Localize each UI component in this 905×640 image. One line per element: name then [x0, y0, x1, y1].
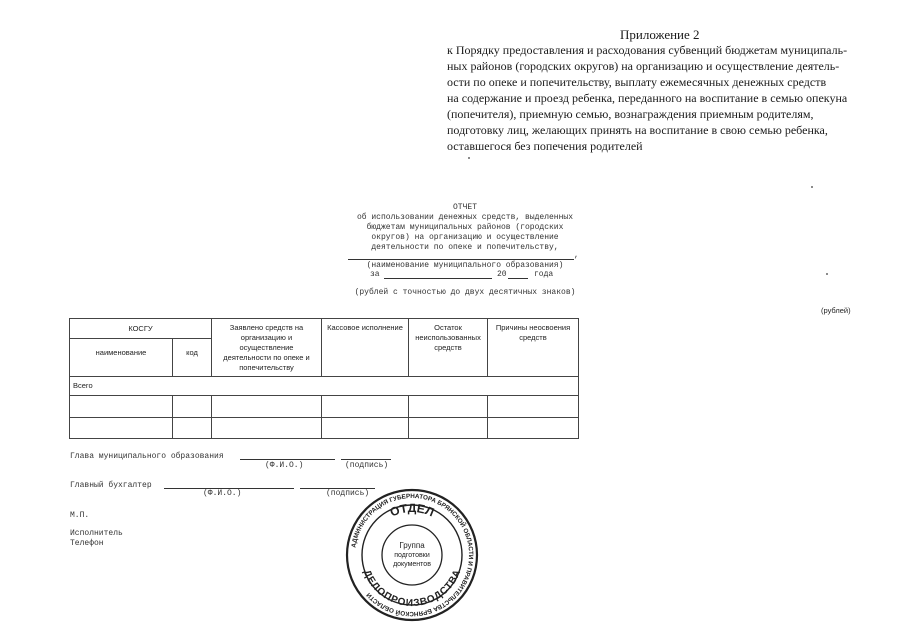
table-row	[70, 396, 579, 418]
table-cell	[322, 418, 409, 439]
table-cell	[488, 418, 579, 439]
stamp-center-line: Группа	[399, 541, 425, 550]
accountant-label: Главный бухгалтер	[70, 481, 152, 490]
accountant-sign-caption: (подпись)	[326, 489, 370, 498]
report-title: ОТЧЕТ	[452, 203, 477, 212]
appendix-line: оставшегося без попечения родителей	[447, 139, 643, 153]
executor-label: Исполнитель	[70, 529, 123, 538]
appendix-line: подготовку лиц, желающих принять на воспитание в свою семью ребенка,	[447, 123, 828, 137]
report-table	[69, 318, 579, 439]
header-kosgu: КОСГУ	[70, 319, 212, 339]
stamp-outer-text: АДМИНИСТРАЦИЯ ГУБЕРНАТОРА БРЯНСКОЙ ОБЛАСТИ И ПРАВИТЕЛЬСТВА БРЯНСКОЙ ОБЛАСТИ	[350, 492, 475, 618]
table-cell	[212, 396, 322, 418]
svg-text:ОТДЕЛ	[388, 501, 436, 519]
appendix-line: ости по опеке и попечительству, выплату ежемесячных денежных средств	[447, 75, 827, 89]
header-name: наименование	[70, 339, 173, 377]
office-stamp	[345, 488, 479, 622]
table-cell	[409, 396, 488, 418]
head-sign-line	[341, 459, 391, 460]
total-row-label: Всего	[70, 377, 579, 396]
header-reasons: Причины неосвоения средств	[488, 319, 579, 377]
seal-place-label: М.П.	[70, 511, 90, 520]
table-cell	[70, 418, 173, 439]
header-cash: Кассовое исполнение	[322, 319, 409, 377]
stamp-bottom-word: ДЕЛОПРОИЗВОДСТВА	[360, 568, 464, 610]
stamp-center-line: документов	[393, 561, 431, 568]
appendix-line: на содержание и проезд ребенка, переданного на воспитание в семью опекуна	[447, 91, 848, 105]
table-cell	[488, 396, 579, 418]
appendix-line: к Порядку предоставления и расходования субвенций бюджетам муниципаль-	[447, 43, 848, 57]
appendix-line: (попечителя), приемную семью, вознаграждения приемным родителям,	[447, 107, 814, 121]
period-underline	[384, 278, 492, 279]
scan-speck	[826, 273, 828, 275]
table-row	[70, 418, 579, 439]
appendix-title: Приложение 2	[620, 27, 700, 42]
appendix-text	[447, 42, 887, 154]
header-declared: Заявлено средств на организацию и осуществление деятельности по опеке и попечительству	[212, 319, 322, 377]
report-line: деятельности по опеке и попечительству,	[371, 243, 559, 252]
head-fio-caption: (Ф.И.О.)	[265, 461, 304, 470]
table-cell	[173, 396, 212, 418]
municipality-comma: ,	[574, 251, 579, 260]
report-line: об использовании денежных средств, выделенных	[356, 213, 574, 222]
head-label: Глава муниципального образования	[70, 452, 224, 461]
report-subtitle	[300, 213, 630, 253]
scan-speck	[468, 157, 470, 159]
municipality-caption: (наименование муниципального образования)	[366, 261, 564, 270]
appendix-line: ных районов (городских округов) на организацию и осуществление деятель-	[447, 59, 840, 73]
table-cell	[173, 418, 212, 439]
period-prefix: за	[370, 270, 380, 279]
precision-note: (рублей с точностью до двух десятичных знаков)	[354, 288, 576, 297]
stamp-top-word: ОТДЕЛ	[387, 500, 437, 520]
table-cell	[70, 396, 173, 418]
accountant-fio-caption: (Ф.И.О.)	[203, 489, 242, 498]
header-remainder: Остаток неиспользованных средств	[409, 319, 488, 377]
phone-label: Телефон	[70, 539, 104, 548]
units-label: (рублей)	[821, 306, 851, 315]
table-cell	[322, 396, 409, 418]
year-suffix: года	[534, 270, 554, 279]
head-fio-line	[240, 459, 335, 460]
table-cell	[409, 418, 488, 439]
municipality-underline	[348, 259, 574, 260]
scan-speck	[811, 186, 813, 188]
year-prefix: 20	[497, 270, 507, 279]
table-cell	[212, 418, 322, 439]
header-code: код	[173, 339, 212, 377]
head-sign-caption: (подпись)	[345, 461, 389, 470]
stamp-center-line: подготовки	[394, 552, 430, 559]
year-underline	[508, 278, 528, 279]
report-line: округов) на организацию и осуществление	[371, 233, 559, 242]
report-line: бюджетам муниципальных районов (городских	[366, 223, 564, 232]
